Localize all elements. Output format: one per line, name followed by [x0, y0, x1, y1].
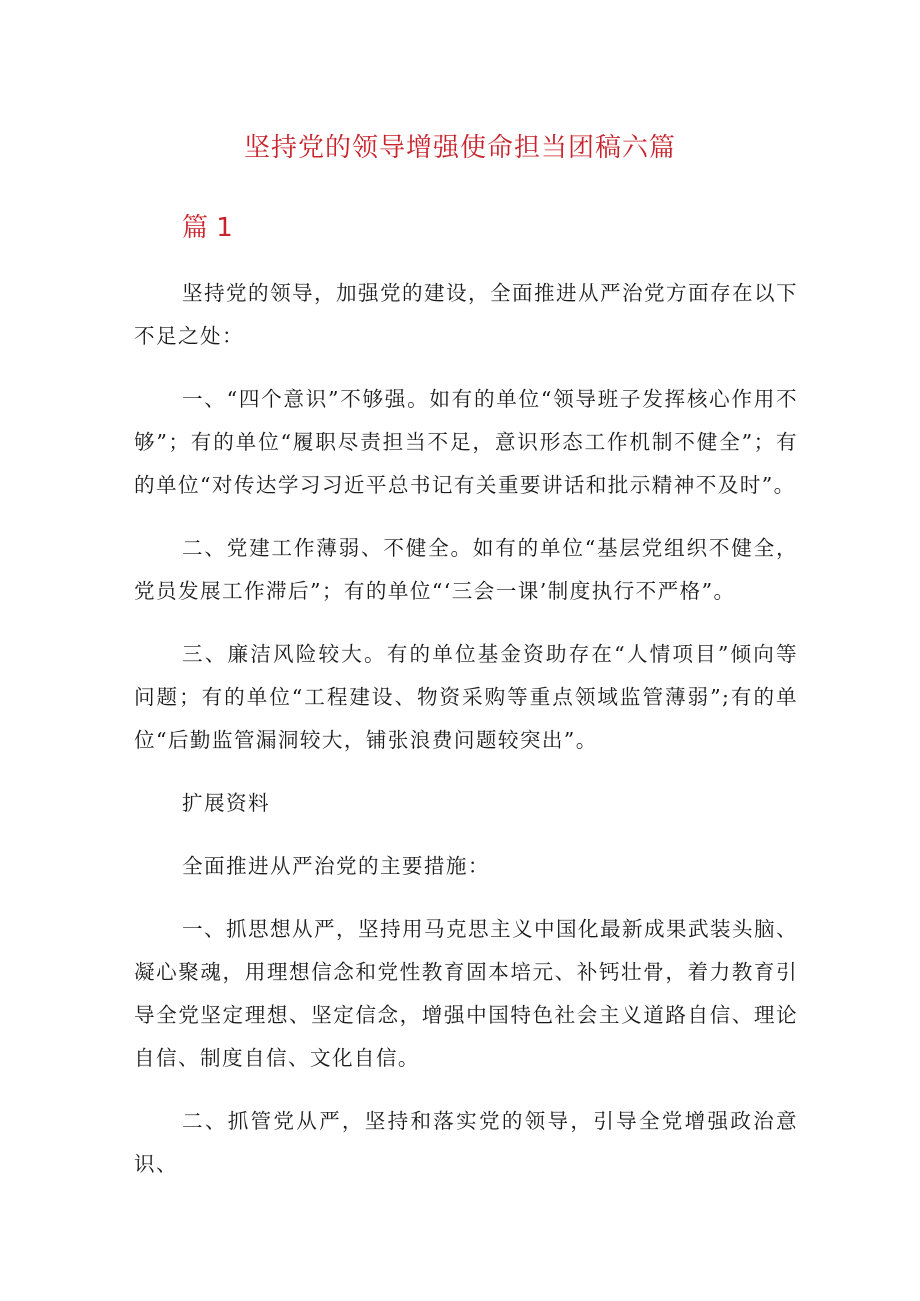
paragraph: 全面推进从严治党的主要措施： — [182, 854, 490, 878]
document-title: 坚持党的领导增强使命担当团稿六篇 — [243, 133, 676, 163]
paragraph-subheading: 扩展资料 — [182, 791, 270, 815]
paragraph: 一、抓思想从严，坚持用马克思主义中国化最新成果武装头脑、凝心聚魂，用理想信念和党性教育固本培元、补钙壮骨，着力教育引导全党坚定理想、坚定信念，增强中国特色社会主义道路自信、理论自信、制度自信、文化自信。 — [134, 917, 798, 1070]
document-body — [134, 272, 798, 1206]
paragraph: 一、“四个意识”不够强。如有的单位“领导班子发挥核心作用不够”；有的单位“履职尽责担当不足，意识形态工作机制不健全”；有的单位“对传达学习习近平总书记有关重要讲话和批示精神不及时”。 — [134, 387, 798, 497]
paragraph: 二、党建工作薄弱、不健全。如有的单位“基层党组织不健全，党员发展工作滞后”；有的单位“‘三会一课’制度执行不严格”。 — [134, 536, 798, 603]
paragraph: 二、抓管党从严，坚持和落实党的领导，引导全党增强政治意识、 — [134, 1109, 798, 1176]
paragraph: 三、廉洁风险较大。有的单位基金资助存在“人情项目”倾向等问题；有的单位“工程建设、物资采购等重点领域监管薄弱”;有的单位“后勤监管漏洞较大，铺张浪费问题较突出”。 — [134, 642, 798, 752]
section-heading: 篇 1 — [182, 213, 233, 243]
paragraph: 坚持党的领导，加强党的建设，全面推进从严治党方面存在以下不足之处： — [134, 281, 798, 348]
